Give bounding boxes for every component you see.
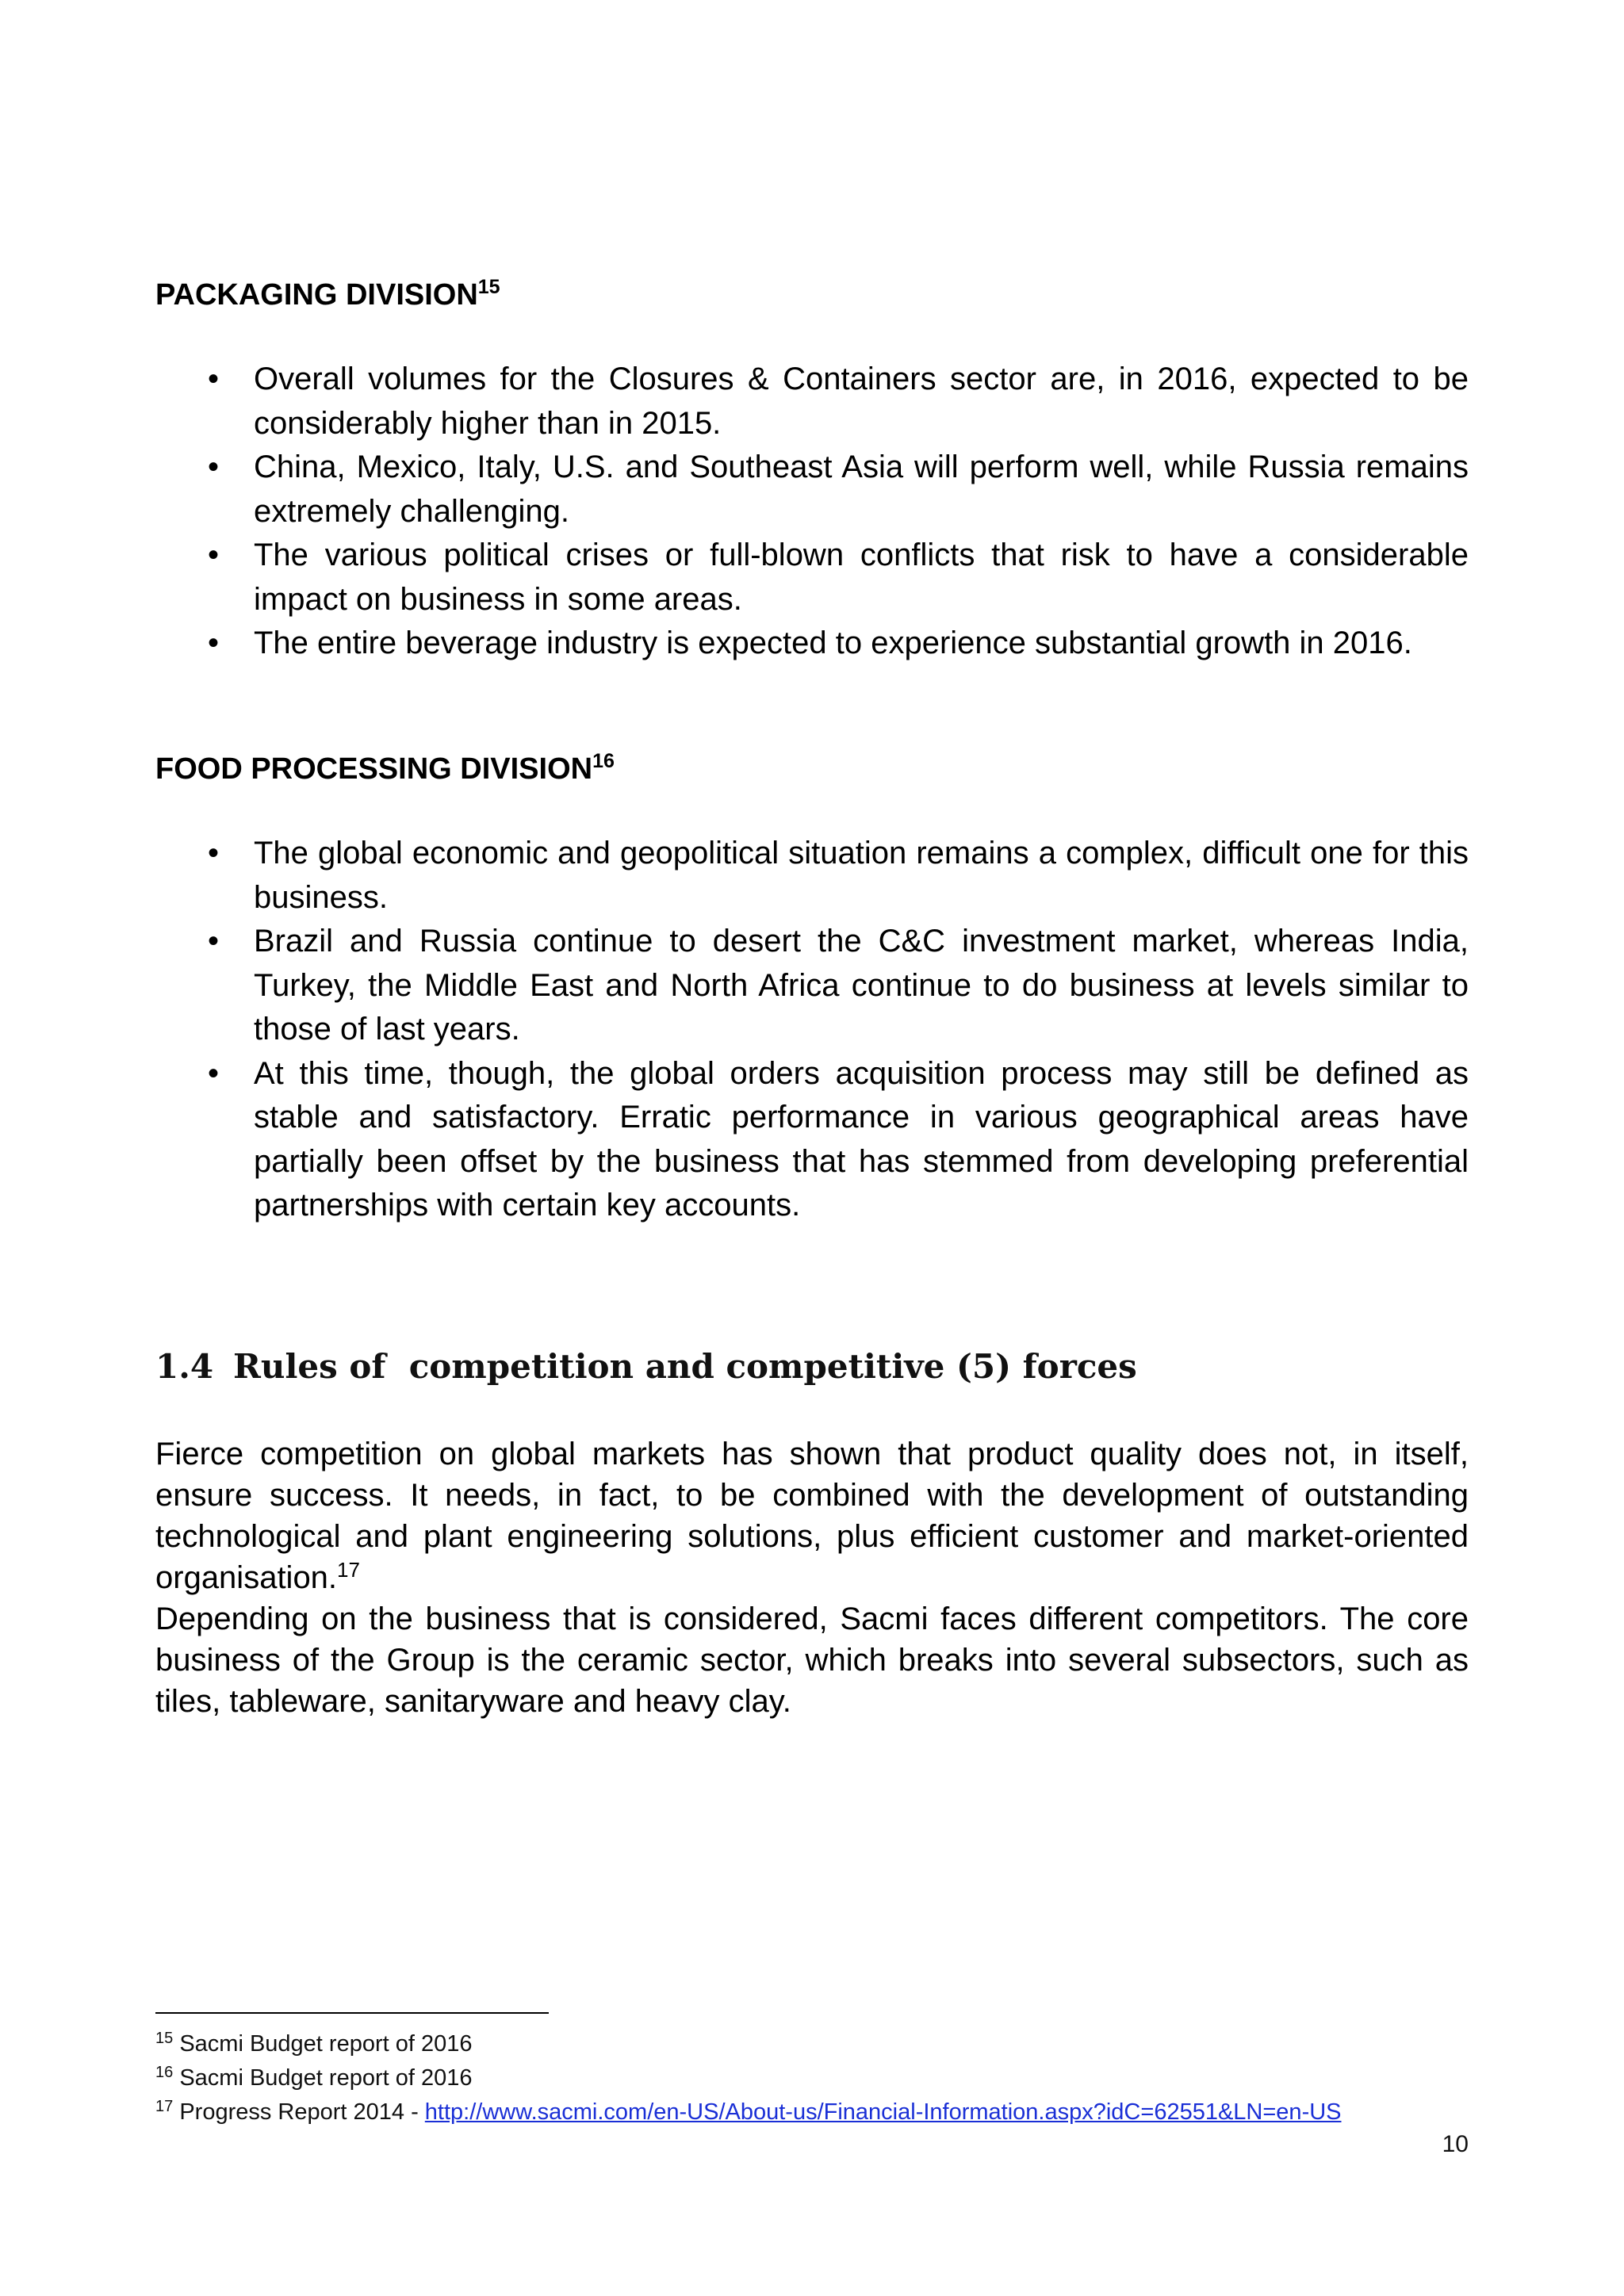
list-item: • The entire beverage industry is expected to experience substantial growth in 2016. bbox=[208, 626, 1412, 660]
list-item: • At this time, though, the global orders acquisition process may still be defined as stable and satisfactory. Erratic performance in various geographical areas have partially been offset by the business that has stemmed from developing preferential partnerships with certain key accounts. bbox=[208, 1055, 1469, 1223]
footnote-16: $^{16}$ Sacmi Budget report of 2016 bbox=[155, 2064, 473, 2091]
footnote-separator bbox=[155, 2012, 549, 2014]
footnote-link[interactable]: http://www.sacmi.com/en-US/About-us/Financial-Information.aspx?idC=62551&LN=en-US bbox=[424, 2099, 1342, 2125]
list-item: • Overall volumes for the Closures & Containers sector are, in 2016, expected to be considerably higher than in 2015. bbox=[208, 362, 1469, 441]
footnote-15: $^{15}$ Sacmi Budget report of 2016 bbox=[155, 2030, 473, 2057]
section-body bbox=[155, 1433, 1469, 1722]
list-item: • The global economic and geopolitical situation remains a complex, difficult one for this business. bbox=[208, 836, 1469, 915]
food-bullets bbox=[155, 832, 1469, 1228]
section-title: 1.4 Rules of competition and competitive (5) forces bbox=[155, 1345, 1469, 1389]
section-1-4 bbox=[155, 1345, 1469, 1389]
section-number: 1.4 bbox=[155, 1347, 214, 1386]
paragraph-2: Depending on the business that is considered, Sacmi faces different competitors. The core business of the Group is the ceramic sector, which breaks into several subsectors, such as tiles, tableware, sanitaryware and heavy clay. bbox=[155, 1601, 1469, 1719]
packaging-bullets bbox=[155, 358, 1469, 666]
packaging-section bbox=[155, 277, 1469, 312]
food-heading: FOOD PROCESSING DIVISION$^{16}$ bbox=[155, 750, 615, 786]
food-section bbox=[155, 752, 1469, 786]
page-number: 10 bbox=[1442, 2131, 1469, 2157]
footnotes bbox=[155, 2027, 1488, 2130]
list-item: • China, Mexico, Italy, U.S. and Southeast Asia will perform well, while Russia remains extremely challenging. bbox=[208, 450, 1469, 529]
footnote-ref-17[interactable]: 17 bbox=[337, 1558, 360, 1582]
footnote-17: $^{17}$ Progress Report 2014 - http://www.sacmi.com/en-US/About-us/Financial-Information.aspx?idC=62551&LN=en-US bbox=[155, 2098, 1342, 2125]
footnote-ref-15[interactable]: 15 bbox=[477, 276, 500, 298]
list-item: • Brazil and Russia continue to desert the C&C investment market, whereas India, Turkey, the Middle East and North Africa continue to do business at levels similar to those of last years. bbox=[208, 924, 1469, 1047]
paragraph-1: Fierce competition on global markets has shown that product quality does not, in itself, ensure success. It needs, in fact, to be combined with the development of outstanding technological and plant engineering solutions, plus efficient customer and market-oriented organisation.$^{17}$ bbox=[155, 1437, 1469, 1595]
packaging-heading: PACKAGING DIVISION$^{15}$ bbox=[155, 276, 500, 312]
list-item: • The various political crises or full-blown conflicts that risk to have a considerable impact on business in some areas. bbox=[208, 538, 1469, 617]
footnote-ref-16[interactable]: 16 bbox=[592, 750, 615, 772]
